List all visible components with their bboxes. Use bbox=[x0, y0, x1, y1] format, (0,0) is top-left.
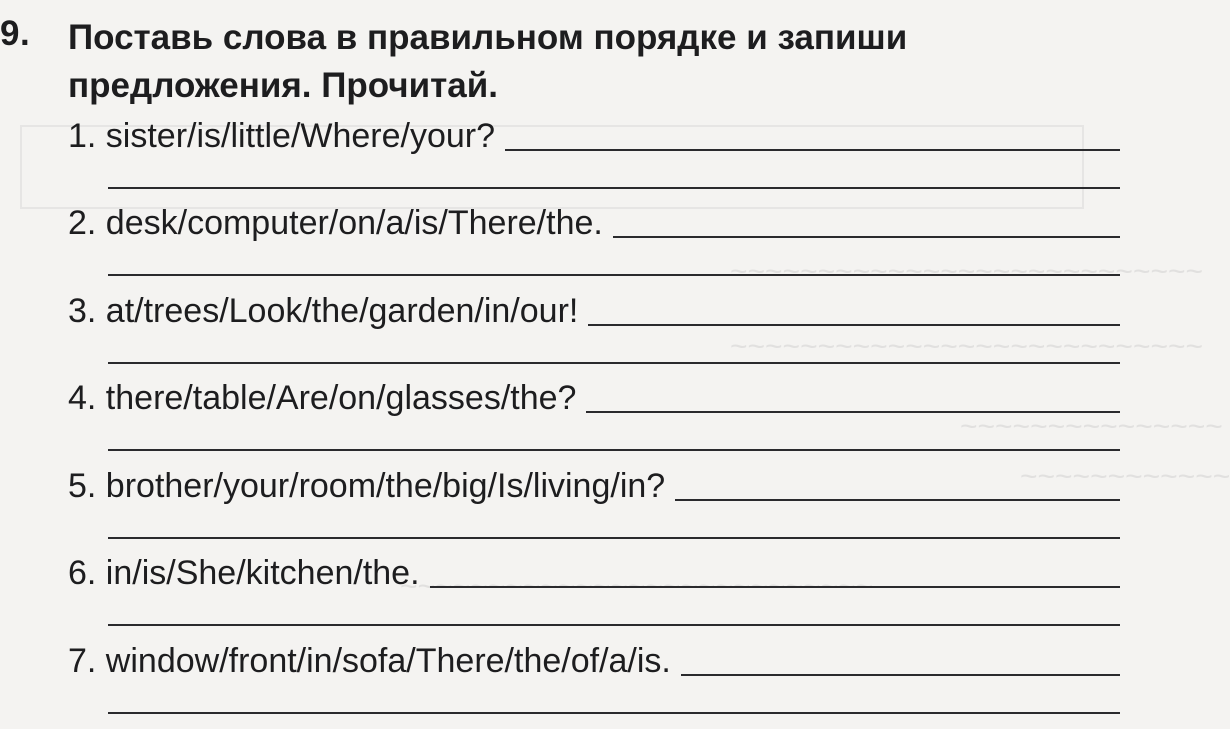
answer-line-continuation[interactable] bbox=[108, 712, 1120, 714]
show-through-text: ~~~~~~~~~~~~~~~~~~~~~~~~~~~ bbox=[730, 255, 1204, 288]
answer-line[interactable] bbox=[613, 236, 1120, 238]
answer-line[interactable] bbox=[505, 149, 1120, 151]
exercise-row bbox=[68, 199, 1120, 243]
exercise-item-4 bbox=[68, 374, 1120, 466]
answer-line-continuation[interactable] bbox=[108, 537, 1120, 539]
show-through-text: ~~~~~~~~~~~~~~~ bbox=[960, 410, 1223, 443]
answer-line[interactable] bbox=[675, 499, 1120, 501]
exercise-prompt: 4. there/table/Are/on/glasses/the? bbox=[68, 379, 577, 417]
show-through-text: ~~~~~~~~~~~~~~~~~~~~~~~~~~~ bbox=[730, 330, 1204, 363]
exercise-prompt: 2. desk/computer/on/a/is/There/the. bbox=[68, 204, 603, 242]
answer-line-continuation[interactable] bbox=[108, 362, 1120, 364]
answer-line-continuation[interactable] bbox=[108, 449, 1120, 451]
exercise-item-6 bbox=[68, 549, 1120, 641]
exercise-prompt: 5. brother/your/room/the/big/Is/living/in? bbox=[68, 467, 666, 505]
exercise-row bbox=[68, 462, 1120, 506]
exercise-row bbox=[68, 549, 1120, 593]
exercise-item-3 bbox=[68, 287, 1120, 379]
answer-line-continuation[interactable] bbox=[108, 624, 1120, 626]
answer-line[interactable] bbox=[586, 411, 1120, 413]
exercise-prompt: 3. at/trees/Look/the/garden/in/our! bbox=[68, 292, 579, 330]
answer-line-continuation[interactable] bbox=[108, 274, 1120, 276]
task-number: 9. bbox=[0, 14, 31, 53]
exercise-item-5 bbox=[68, 462, 1120, 554]
show-through-text: ~~~~~~~~~~~~~~~~~~~~~~~~~~~ bbox=[400, 570, 874, 603]
exercise-row bbox=[68, 637, 1120, 681]
exercise-row bbox=[68, 374, 1120, 418]
exercise-prompt: 1. sister/is/little/Where/your? bbox=[68, 117, 496, 155]
answer-line[interactable] bbox=[681, 674, 1120, 676]
exercise-row bbox=[68, 112, 1120, 156]
exercise-row bbox=[68, 287, 1120, 331]
exercise-prompt: 6. in/is/She/kitchen/the. bbox=[68, 554, 420, 592]
exercise-item-1 bbox=[68, 112, 1120, 204]
exercise-item-2 bbox=[68, 199, 1120, 291]
answer-line-continuation[interactable] bbox=[108, 187, 1120, 189]
task-heading: Поставь слова в правильном порядке и запиши предложения. Прочитай. bbox=[68, 18, 908, 105]
show-through-text: ~~~~~~~~~~~~ bbox=[1020, 460, 1230, 493]
exercise-prompt: 7. window/front/in/sofa/There/the/of/a/is. bbox=[68, 642, 671, 680]
answer-line[interactable] bbox=[588, 324, 1120, 326]
answer-line[interactable] bbox=[430, 586, 1120, 588]
exercise-item-7 bbox=[68, 637, 1120, 729]
